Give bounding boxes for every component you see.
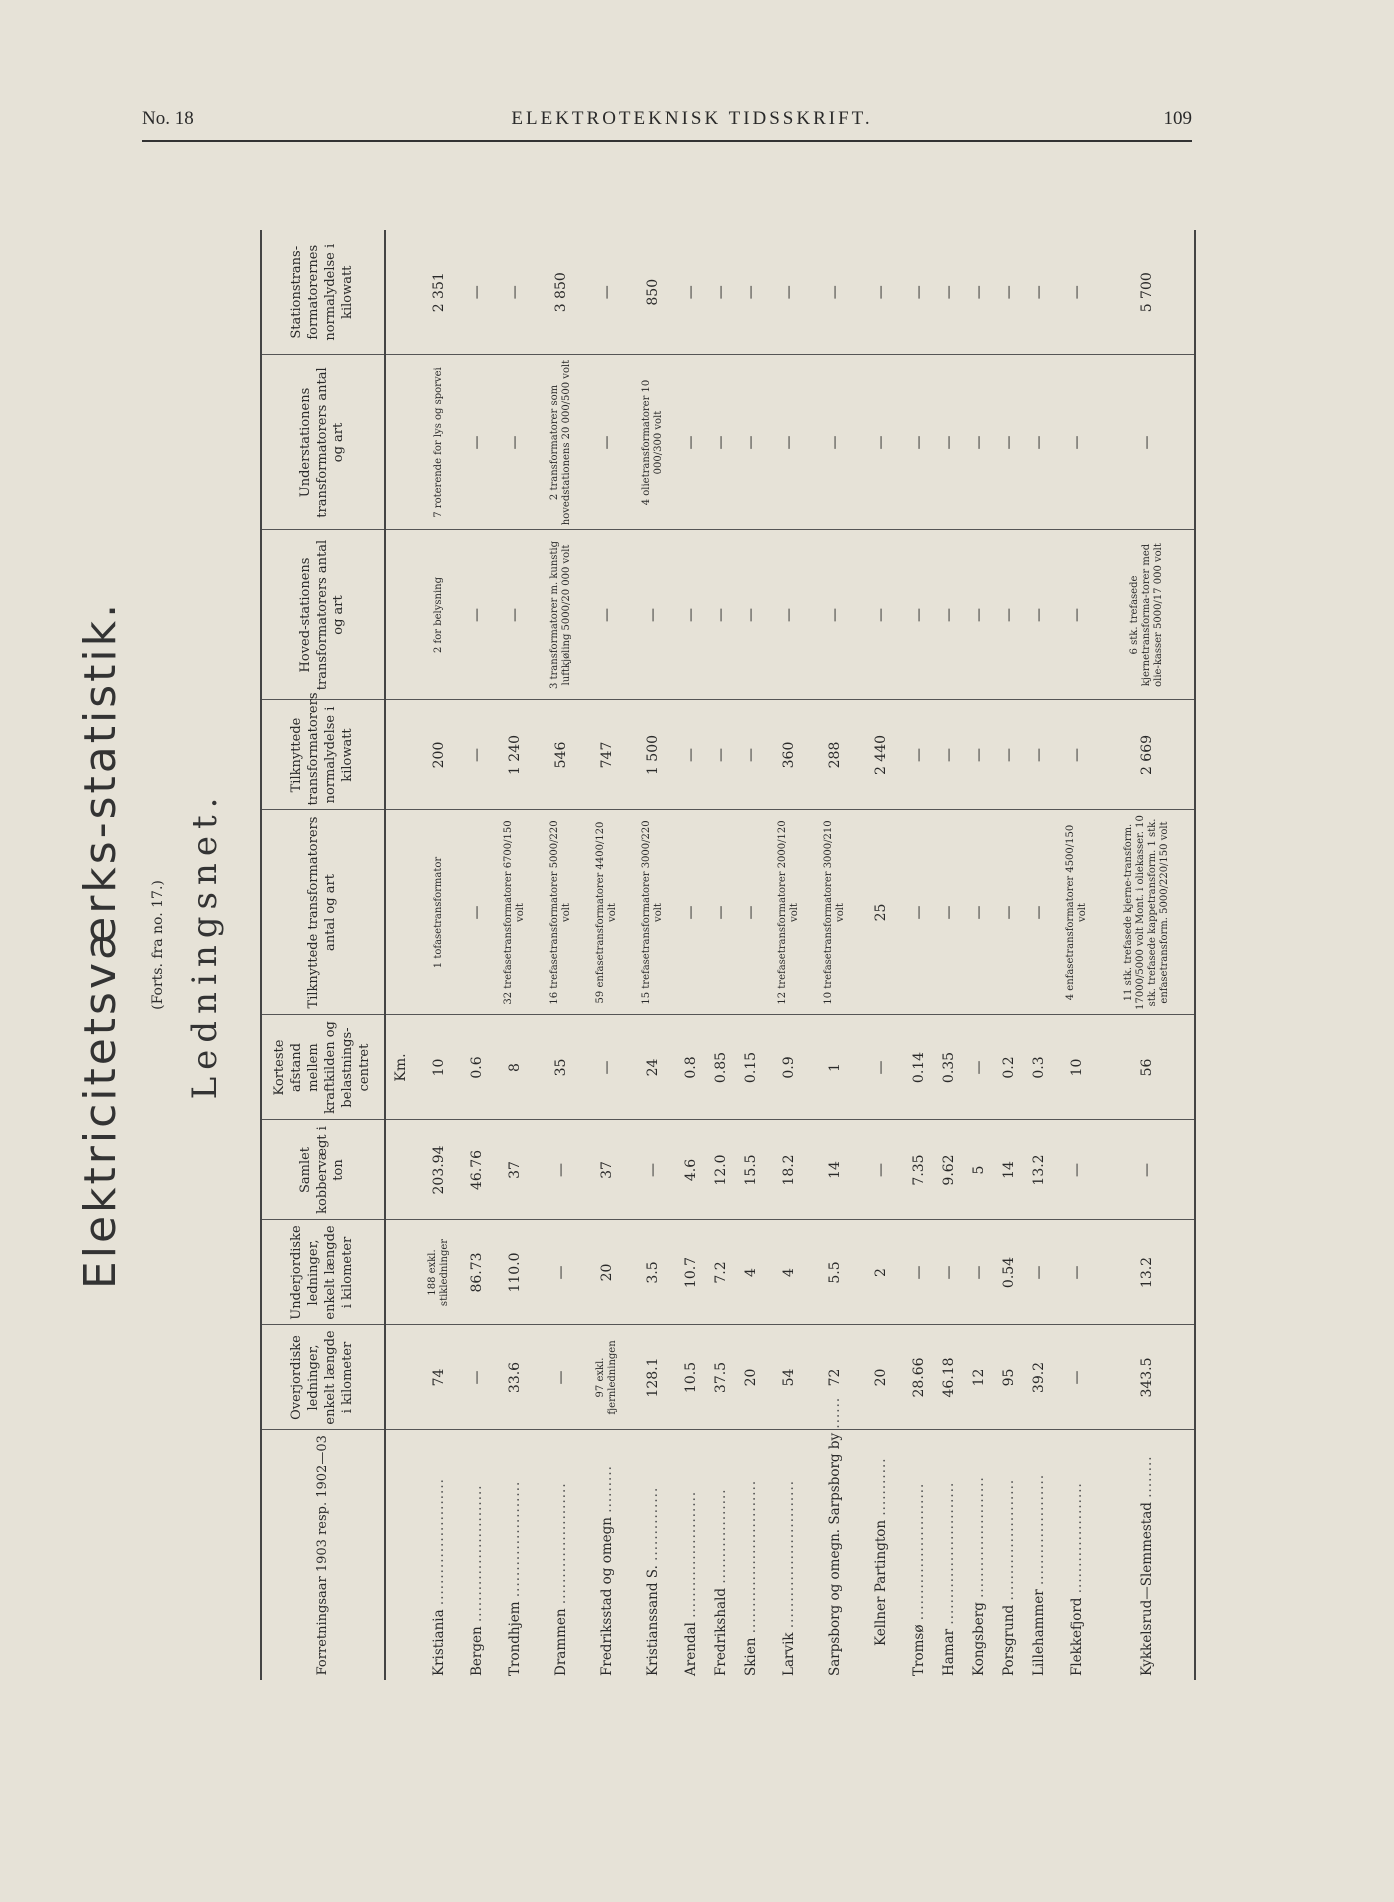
row-name: Fredrikshald ..................: [713, 1488, 729, 1676]
cell-copper: —: [630, 1120, 676, 1220]
cell-stkw: —: [994, 230, 1024, 355]
table-row: [584, 230, 630, 1680]
cell-sub: —: [676, 355, 706, 530]
col-station-kw: Stationstrans-formatorernes normalydelse i kilowatt: [261, 230, 385, 355]
table-row: [934, 230, 964, 1680]
table-row: [538, 230, 584, 1680]
cell-over: 46.18: [934, 1325, 964, 1430]
cell-trans: 32 trefasetransformatorer 6700/150 volt: [492, 810, 538, 1015]
table-row: [1100, 230, 1195, 1680]
col-underground-lines: Underjordiske ledninger, enkelt længde i kilometer: [261, 1220, 385, 1325]
cell-dist: 0.6: [462, 1015, 492, 1120]
cell-stkw: —: [1024, 230, 1054, 355]
unit-km: Km.: [385, 1015, 416, 1120]
table-row: [676, 230, 706, 1680]
cell-over: 39.2: [1024, 1325, 1054, 1430]
cell-stkw: 3 850: [538, 230, 584, 355]
cell-trans: 16 trefasetransformatorer 5000/220 volt: [538, 810, 584, 1015]
cell-copper: 37: [584, 1120, 630, 1220]
cell-trans: —: [904, 810, 934, 1015]
cell-over: 343.5: [1100, 1325, 1195, 1430]
cell-copper: 12.0: [706, 1120, 736, 1220]
table-row: [994, 230, 1024, 1680]
cell-sub: —: [858, 355, 904, 530]
table-row: [904, 230, 934, 1680]
cell-dist: 56: [1100, 1015, 1195, 1120]
row-name: Sarpsborg og omegn. Sarpsborg by ......: [827, 1396, 843, 1676]
row-name: Kristianssand S. ..............: [645, 1486, 661, 1676]
cell-main: 6 stk. trefasede kjernetransforma-torer med olie-kasser 5000/17 000 volt: [1100, 530, 1195, 700]
row-name: Bergen ..........................: [469, 1484, 485, 1676]
row-name: Flekkefjord .....................: [1069, 1482, 1085, 1676]
cell-dist: —: [584, 1015, 630, 1120]
cell-stkw: 850: [630, 230, 676, 355]
row-name: Kellner Partington ...........: [873, 1457, 889, 1646]
cell-copper: —: [1100, 1120, 1195, 1220]
cell-trans: 1 tofasetransformator: [416, 810, 462, 1015]
cell-trans: 12 trefasetransformatorer 2000/120 volt: [766, 810, 812, 1015]
cell-dist: 1: [812, 1015, 858, 1120]
cell-copper: 13.2: [1024, 1120, 1054, 1220]
cell-kw: 747: [584, 700, 630, 810]
statistics-table: [260, 230, 1196, 1680]
cell-main: 2 for belysning: [416, 530, 462, 700]
cell-dist: —: [964, 1015, 994, 1120]
cell-over: —: [1054, 1325, 1100, 1430]
cell-stkw: —: [766, 230, 812, 355]
row-name: Arendal ........................: [683, 1490, 699, 1676]
cell-over: 33.6: [492, 1325, 538, 1430]
cell-over: 95: [994, 1325, 1024, 1430]
table-row: [1024, 230, 1054, 1680]
cell-kw: —: [676, 700, 706, 810]
cell-kw: 2 669: [1100, 700, 1195, 810]
cell-kw: —: [736, 700, 766, 810]
row-name: Kristiania ........................: [431, 1478, 447, 1676]
cell-under: 4: [736, 1220, 766, 1325]
cell-stkw: —: [462, 230, 492, 355]
cell-under: 7.2: [706, 1220, 736, 1325]
continuation-note: (Forts. fra no. 17.): [150, 880, 166, 1010]
cell-trans: 25: [858, 810, 904, 1015]
cell-stkw: 2 351: [416, 230, 462, 355]
cell-under: 188 exkl. stikledninger: [416, 1220, 462, 1325]
row-name: Trondhjem ......................: [507, 1480, 523, 1676]
cell-main: —: [492, 530, 538, 700]
cell-sub: —: [736, 355, 766, 530]
cell-copper: 4.6: [676, 1120, 706, 1220]
header-row: [261, 230, 385, 1680]
cell-sub: —: [584, 355, 630, 530]
row-name: Hamar ...........................: [941, 1481, 957, 1676]
cell-main: —: [904, 530, 934, 700]
cell-trans: 11 stk. trefasede kjerne-transform. 17000/5000 volt Mont. i oliekasser. 10 stk. trefasede kappetransform. 1 stk. enfasetransform. 5000/220/150 volt: [1100, 810, 1195, 1015]
cell-kw: 288: [812, 700, 858, 810]
cell-main: —: [964, 530, 994, 700]
cell-kw: 546: [538, 700, 584, 810]
row-name: Porsgrund .......................: [1001, 1478, 1017, 1676]
table-row: [492, 230, 538, 1680]
journal-title: ELEKTROTEKNISK TIDSSKRIFT.: [511, 108, 873, 129]
cell-copper: —: [858, 1120, 904, 1220]
cell-copper: 5: [964, 1120, 994, 1220]
cell-stkw: —: [492, 230, 538, 355]
cell-sub: 7 roterende for lys og sporvei: [416, 355, 462, 530]
cell-sub: —: [492, 355, 538, 530]
cell-trans: 10 trefasetransformatorer 3000/210 volt: [812, 810, 858, 1015]
cell-dist: 24: [630, 1015, 676, 1120]
cell-dist: 0.85: [706, 1015, 736, 1120]
col-shortest-distance: Korteste afstand mellem kraftkilden og belastnings-centret: [261, 1015, 385, 1120]
cell-copper: 14: [994, 1120, 1024, 1220]
row-name: Skien .............................: [743, 1479, 759, 1676]
col-overhead-lines: Overjordiske ledninger, enkelt længde i kilometer: [261, 1325, 385, 1430]
cell-stkw: —: [904, 230, 934, 355]
cell-under: —: [1054, 1220, 1100, 1325]
cell-trans: —: [964, 810, 994, 1015]
table-row: [630, 230, 676, 1680]
cell-kw: —: [706, 700, 736, 810]
cell-stkw: 5 700: [1100, 230, 1195, 355]
cell-under: —: [964, 1220, 994, 1325]
cell-under: 3.5: [630, 1220, 676, 1325]
cell-over: 72: [812, 1325, 858, 1430]
cell-trans: 59 enfasetransformatorer 4400/120 volt: [584, 810, 630, 1015]
cell-under: 20: [584, 1220, 630, 1325]
cell-trans: —: [994, 810, 1024, 1015]
table-row: [416, 230, 462, 1680]
cell-under: 13.2: [1100, 1220, 1195, 1325]
table-row: [706, 230, 736, 1680]
cell-stkw: —: [736, 230, 766, 355]
cell-kw: 1 240: [492, 700, 538, 810]
cell-sub: —: [766, 355, 812, 530]
cell-dist: 0.14: [904, 1015, 934, 1120]
issue-number: No. 18: [142, 108, 194, 129]
cell-copper: 37: [492, 1120, 538, 1220]
row-name: Kongsberg .......................: [971, 1476, 987, 1676]
cell-kw: 200: [416, 700, 462, 810]
cell-stkw: —: [1054, 230, 1100, 355]
cell-trans: 4 enfasetransformatorer 4500/150 volt: [1054, 810, 1100, 1015]
col-substation: Understationens transformatorers antal og art: [261, 355, 385, 530]
cell-over: —: [462, 1325, 492, 1430]
cell-kw: —: [964, 700, 994, 810]
cell-copper: —: [1054, 1120, 1100, 1220]
cell-copper: 9.62: [934, 1120, 964, 1220]
cell-kw: —: [994, 700, 1024, 810]
col-year: Forretningsaar 1903 resp. 1902—03: [314, 1435, 330, 1676]
cell-kw: —: [1024, 700, 1054, 810]
cell-sub: 4 olietransformatorer 10 000/300 volt: [630, 355, 676, 530]
running-header: [142, 108, 1192, 138]
cell-trans: —: [676, 810, 706, 1015]
cell-over: 74: [416, 1325, 462, 1430]
cell-over: 128.1: [630, 1325, 676, 1430]
cell-main: —: [766, 530, 812, 700]
cell-main: 3 transformatorer m. kunstig luftkjøling 5000/20 000 volt: [538, 530, 584, 700]
cell-copper: 18.2: [766, 1120, 812, 1220]
cell-dist: 8: [492, 1015, 538, 1120]
cell-kw: 1 500: [630, 700, 676, 810]
cell-sub: —: [1054, 355, 1100, 530]
cell-sub: —: [812, 355, 858, 530]
cell-copper: 7.35: [904, 1120, 934, 1220]
cell-main: —: [812, 530, 858, 700]
table-row: [736, 230, 766, 1680]
cell-main: —: [1024, 530, 1054, 700]
cell-stkw: —: [964, 230, 994, 355]
row-name: Tromsø ..........................: [911, 1482, 927, 1676]
cell-trans: —: [934, 810, 964, 1015]
cell-copper: —: [538, 1120, 584, 1220]
cell-trans: —: [1024, 810, 1054, 1015]
cell-main: —: [736, 530, 766, 700]
cell-over: 10.5: [676, 1325, 706, 1430]
header-rule: [142, 140, 1192, 142]
cell-trans: —: [462, 810, 492, 1015]
col-transformers-kw: Tilknyttede transformatorers normalydelse i kilowatt: [261, 700, 385, 810]
cell-kw: 2 440: [858, 700, 904, 810]
cell-sub: —: [462, 355, 492, 530]
row-name: Lillehammer .....................: [1031, 1473, 1047, 1676]
rotated-table-page: [60, 175, 1210, 1715]
col-copper-weight: Samlet kobbervægt i ton: [261, 1120, 385, 1220]
cell-trans: 15 trefasetransformatorer 3000/220 volt: [630, 810, 676, 1015]
cell-kw: —: [904, 700, 934, 810]
cell-sub: —: [904, 355, 934, 530]
cell-copper: 15.5: [736, 1120, 766, 1220]
cell-under: —: [538, 1220, 584, 1325]
cell-stkw: —: [706, 230, 736, 355]
cell-dist: 0.35: [934, 1015, 964, 1120]
cell-over: 20: [736, 1325, 766, 1430]
cell-kw: 360: [766, 700, 812, 810]
cell-copper: 46.76: [462, 1120, 492, 1220]
cell-copper: 14: [812, 1120, 858, 1220]
cell-over: 12: [964, 1325, 994, 1430]
cell-trans: —: [706, 810, 736, 1015]
cell-under: —: [904, 1220, 934, 1325]
table-row: [462, 230, 492, 1680]
title-block: [60, 175, 270, 1715]
cell-stkw: —: [676, 230, 706, 355]
cell-under: 0.54: [994, 1220, 1024, 1325]
unit-row: [385, 230, 416, 1680]
cell-dist: —: [858, 1015, 904, 1120]
table-row: [964, 230, 994, 1680]
cell-sub: —: [1024, 355, 1054, 530]
cell-sub: —: [934, 355, 964, 530]
cell-sub: —: [706, 355, 736, 530]
cell-main: —: [934, 530, 964, 700]
cell-stkw: —: [858, 230, 904, 355]
cell-trans: —: [736, 810, 766, 1015]
cell-dist: 35: [538, 1015, 584, 1120]
cell-under: 86.73: [462, 1220, 492, 1325]
cell-kw: —: [1054, 700, 1100, 810]
cell-main: —: [994, 530, 1024, 700]
cell-main: —: [630, 530, 676, 700]
col-transformers-type: Tilknyttede transformatorers antal og art: [261, 810, 385, 1015]
cell-under: —: [1024, 1220, 1054, 1325]
cell-dist: 0.8: [676, 1015, 706, 1120]
cell-kw: —: [934, 700, 964, 810]
cell-under: 2: [858, 1220, 904, 1325]
cell-under: 110.0: [492, 1220, 538, 1325]
table-row: [858, 230, 904, 1680]
cell-over: —: [538, 1325, 584, 1430]
cell-main: —: [676, 530, 706, 700]
row-name: Kykkelsrud—Slemmestad ........: [1139, 1455, 1155, 1676]
cell-sub: —: [964, 355, 994, 530]
cell-main: —: [1054, 530, 1100, 700]
cell-main: —: [858, 530, 904, 700]
page-number: 109: [1163, 108, 1192, 129]
cell-dist: 0.3: [1024, 1015, 1054, 1120]
col-main-station: Hoved-stationens transformatorers antal og art: [261, 530, 385, 700]
cell-kw: —: [462, 700, 492, 810]
table-row: [1054, 230, 1100, 1680]
section-title: Ledningsnet.: [185, 790, 225, 1100]
row-name: Larvik ............................: [781, 1479, 797, 1676]
cell-dist: 0.9: [766, 1015, 812, 1120]
cell-dist: 0.2: [994, 1015, 1024, 1120]
cell-sub: —: [994, 355, 1024, 530]
table-row: [766, 230, 812, 1680]
cell-dist: 10: [416, 1015, 462, 1120]
row-name: Drammen .......................: [553, 1482, 569, 1676]
cell-copper: 203.94: [416, 1120, 462, 1220]
cell-sub: 2 transformatorer som hovedstationens 20 000/500 volt: [538, 355, 584, 530]
cell-main: —: [462, 530, 492, 700]
cell-over: 54: [766, 1325, 812, 1430]
row-name: Fredriksstad og omegn .........: [599, 1465, 615, 1676]
cell-stkw: —: [934, 230, 964, 355]
cell-under: —: [934, 1220, 964, 1325]
main-title: Elektricitetsværks-statistik.: [75, 600, 126, 1290]
cell-main: —: [706, 530, 736, 700]
cell-over: 28.66: [904, 1325, 934, 1430]
cell-dist: 10: [1054, 1015, 1100, 1120]
cell-over: 20: [858, 1325, 904, 1430]
cell-under: 5.5: [812, 1220, 858, 1325]
cell-over: 37.5: [706, 1325, 736, 1430]
cell-under: 10.7: [676, 1220, 706, 1325]
cell-dist: 0.15: [736, 1015, 766, 1120]
cell-stkw: —: [584, 230, 630, 355]
cell-stkw: —: [812, 230, 858, 355]
cell-main: —: [584, 530, 630, 700]
table-row: [812, 230, 858, 1680]
cell-over: 97 exkl. fjernledningen: [584, 1325, 630, 1430]
cell-sub: —: [1100, 355, 1195, 530]
cell-under: 4: [766, 1220, 812, 1325]
